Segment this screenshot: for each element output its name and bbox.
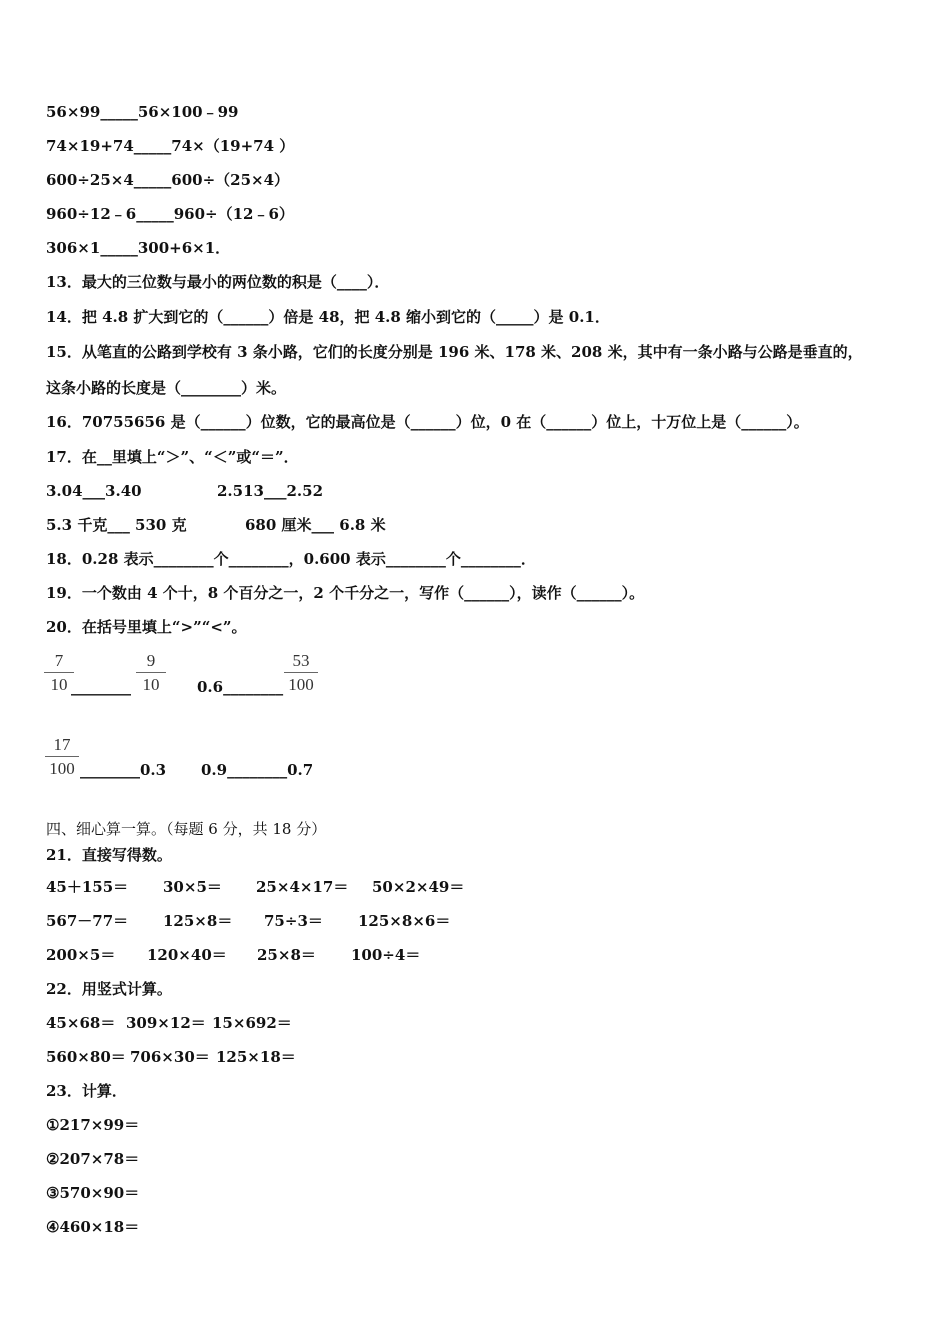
- q23-item-3: ③570×90＝: [46, 1184, 140, 1202]
- question-18: 18．0.28 表示________个________，0.600 表示________个________．: [46, 550, 536, 568]
- q21-cell: 567－77＝: [46, 912, 129, 930]
- fraction-bar: [45, 756, 79, 757]
- compare-line-4: 960÷12﹣6_____960÷（12﹣6）: [46, 205, 294, 223]
- section-4-heading: 四、细心算一算。（每题 6 分，共 18 分）: [46, 820, 327, 838]
- q22-cell: 45×68＝: [46, 1014, 116, 1032]
- q21-cell: 125×8×6＝: [358, 912, 451, 930]
- question-15-line-2: 这条小路的长度是（________）米。: [46, 379, 287, 397]
- q22-cell: 706×30＝: [130, 1048, 210, 1066]
- question-22: 22．用竖式计算。: [46, 980, 172, 998]
- q17-item-3: 5.3 千克___ 530 克: [46, 516, 187, 534]
- question-20: 20．在括号里填上“>”“<”。: [46, 618, 247, 636]
- q21-cell: 50×2×49＝: [372, 878, 465, 896]
- question-16: 16．70755656 是（______）位数，它的最高位是（______）位，0 在（______）位上，十万位上是（______）。: [46, 413, 809, 431]
- q20-blank-1: ________: [71, 678, 131, 696]
- q21-cell: 200×5＝: [46, 946, 116, 964]
- fraction-53-100: [284, 651, 318, 695]
- fraction-17-100: [45, 735, 79, 779]
- fraction-bar: [284, 672, 318, 673]
- q21-cell: 75÷3＝: [264, 912, 323, 930]
- q23-item-1: ①217×99＝: [46, 1116, 140, 1134]
- fraction-numerator: 17: [53, 735, 71, 754]
- q17-item-1: 3.04___3.40: [46, 482, 142, 500]
- q17-item-2: 2.513___2.52: [217, 482, 324, 500]
- compare-line-1: 56×99_____56×100﹣99: [46, 103, 239, 121]
- fraction-numerator: 7: [54, 651, 64, 670]
- fraction-numerator: 9: [146, 651, 156, 670]
- fraction-denominator: 100: [49, 759, 75, 778]
- fraction-7-10: [44, 651, 74, 695]
- fraction-numerator: 53: [292, 651, 310, 670]
- q21-cell: 25×4×17＝: [256, 878, 349, 896]
- fraction-bar: [136, 672, 166, 673]
- question-21: 21．直接写得数。: [46, 846, 172, 864]
- fraction-denominator: 10: [142, 675, 160, 694]
- question-17: 17．在__里填上“＞”、“＜”或“＝”．: [46, 448, 299, 466]
- q21-cell: 25×8＝: [257, 946, 316, 964]
- q21-cell: 100÷4＝: [351, 946, 421, 964]
- q20-item-2: 0.6________: [197, 678, 284, 696]
- q21-cell: 125×8＝: [163, 912, 233, 930]
- fraction-denominator: 100: [288, 675, 314, 694]
- q20-item-5: 0.9________0.7: [201, 761, 314, 779]
- q22-cell: 309×12＝: [126, 1014, 206, 1032]
- fraction-9-10: [136, 651, 166, 695]
- fraction-bar: [44, 672, 74, 673]
- q22-cell: 125×18＝: [216, 1048, 296, 1066]
- question-23: 23．计算．: [46, 1082, 127, 1100]
- q20-item-4: ________0.3: [80, 761, 167, 779]
- q17-item-4: 680 厘米___ 6.8 米: [245, 516, 386, 534]
- q23-item-4: ④460×18＝: [46, 1218, 140, 1236]
- fraction-denominator: 10: [50, 675, 68, 694]
- compare-line-5: 306×1_____300+6×1．: [46, 239, 231, 257]
- q21-cell: 30×5＝: [163, 878, 222, 896]
- q22-cell: 560×80＝: [46, 1048, 126, 1066]
- question-15-line-1: 15．从笔直的公路到学校有 3 条小路，它们的长度分别是 196 米、178 米、208 米，其中有一条小路与公路是垂直的，: [46, 343, 863, 361]
- q21-cell: 45＋155＝: [46, 878, 129, 896]
- q22-cell: 15×692＝: [212, 1014, 292, 1032]
- question-13: 13．最大的三位数与最小的两位数的积是（____）．: [46, 273, 390, 291]
- q21-cell: 120×40＝: [147, 946, 227, 964]
- question-14: 14．把 4.8 扩大到它的（______）倍是 48，把 4.8 缩小到它的（_____）是 0.1．: [46, 308, 610, 326]
- question-19: 19．一个数由 4 个十，8 个百分之一，2 个千分之一，写作（______），读作（______）。: [46, 584, 645, 602]
- compare-line-2: 74×19+74_____74×（19+74 ）: [46, 137, 295, 155]
- q23-item-2: ②207×78＝: [46, 1150, 140, 1168]
- compare-line-3: 600÷25×4_____600÷（25×4）: [46, 171, 290, 189]
